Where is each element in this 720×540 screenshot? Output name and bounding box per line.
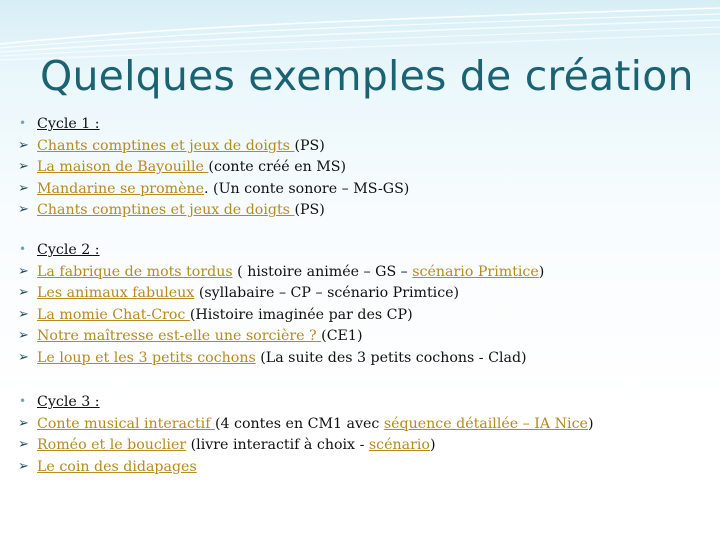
item-link[interactable]: Conte musical interactif: [37, 415, 215, 432]
item-note: (syllabaire – CP – scénario Primtice): [194, 285, 460, 302]
arrow-bullet-icon: ➢: [18, 328, 29, 344]
heading-text: Cycle 1 :: [37, 116, 100, 132]
item-secondary-link[interactable]: scénario Primtice: [412, 263, 539, 280]
arrow-bullet-icon: ➢: [18, 137, 29, 153]
dot-icon: •: [19, 116, 27, 130]
item-link[interactable]: La maison de Bayouille: [37, 159, 209, 176]
item-note-end: ): [429, 437, 436, 454]
arrow-bullet-icon: ➢: [18, 306, 29, 322]
item-note-end: ): [538, 263, 545, 280]
item-note: (PS): [294, 137, 325, 154]
item-note: (La suite des 3 petits cochons - Clad): [255, 349, 527, 366]
item-link[interactable]: Chants comptines et jeux de doigts: [37, 202, 295, 219]
item-link[interactable]: Mandarine se promène: [37, 180, 205, 197]
heading-text: Cycle 3 :: [37, 394, 100, 410]
item-secondary-link[interactable]: séquence détaillée – IA Nice: [383, 415, 588, 432]
item-link[interactable]: Le loup et les 3 petits cochons: [37, 349, 256, 366]
item-note: (conte créé en MS): [208, 159, 347, 176]
arrow-bullet-icon: ➢: [18, 202, 29, 218]
heading-text: Cycle 2 :: [37, 242, 100, 258]
dot-icon: •: [19, 394, 27, 408]
arrow-bullet-icon: ➢: [18, 285, 29, 301]
item-note: (CE1): [321, 328, 363, 345]
item-note: . (Un conte sonore – MS-GS): [204, 180, 410, 197]
page-title: Quelques exemples de création: [40, 52, 694, 100]
arrow-bullet-icon: ➢: [18, 415, 29, 431]
item-secondary-link[interactable]: scénario: [368, 437, 430, 454]
arrow-bullet-icon: ➢: [18, 349, 29, 365]
item-link[interactable]: Roméo et le bouclier: [37, 437, 187, 454]
dot-icon: •: [19, 242, 27, 256]
item-note: (PS): [294, 202, 325, 219]
item-note-end: ): [587, 415, 594, 432]
arrow-bullet-icon: ➢: [18, 437, 29, 453]
item-link[interactable]: Notre maîtresse est-elle une sorcière ?: [37, 328, 322, 345]
item-note: (Histoire imaginée par des CP): [189, 306, 413, 323]
item-link[interactable]: Le coin des didapages: [37, 458, 197, 475]
item-link[interactable]: La fabrique de mots tordus: [37, 263, 233, 280]
arrow-bullet-icon: ➢: [18, 159, 29, 175]
item-link[interactable]: La momie Chat-Croc: [37, 306, 190, 323]
arrow-bullet-icon: ➢: [18, 180, 29, 196]
arrow-bullet-icon: ➢: [18, 263, 29, 279]
arrow-bullet-icon: ➢: [18, 458, 29, 474]
item-link[interactable]: Les animaux fabuleux: [37, 285, 195, 302]
item-note: ( histoire animée – GS –: [232, 263, 413, 280]
item-note: (4 contes en CM1 avec: [214, 415, 384, 432]
item-note: (livre interactif à choix -: [186, 437, 369, 454]
item-link[interactable]: Chants comptines et jeux de doigts: [37, 137, 295, 154]
